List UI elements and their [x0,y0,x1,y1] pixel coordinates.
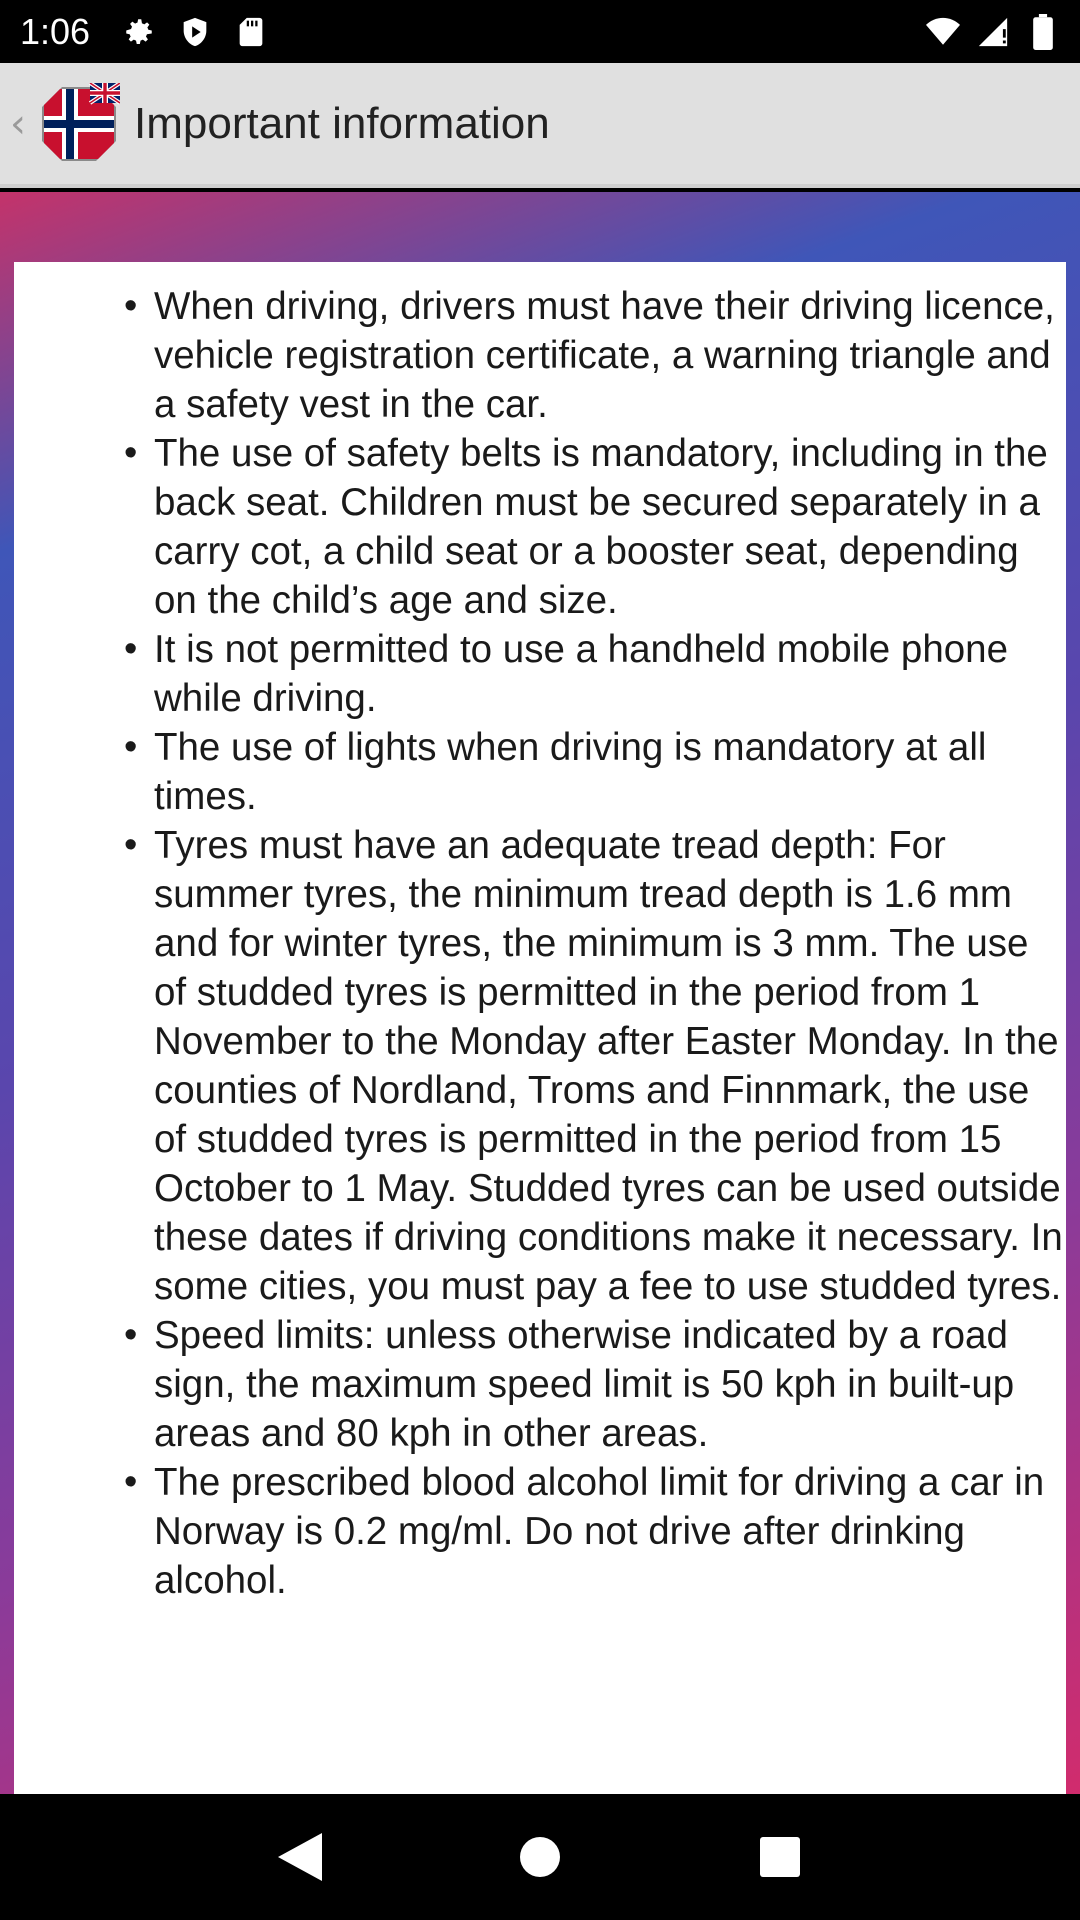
list-item [124,625,1066,723]
list-item-text: When driving, drivers must have their driving licence, vehicle registration certificate, a warning triangle and a safety vest in the car. [154,285,1055,426]
gear-icon [122,15,156,49]
status-time: 1:06 [20,10,91,52]
app-bar [0,63,1080,188]
status-icons-right [926,15,1060,49]
bullet-icon: • [124,1314,138,1356]
list-item [124,429,1066,625]
list-item-text: The use of safety belts is mandatory, including in the back seat. Children must be secured separately in a carry cot, a child seat or a booster seat, depending on the child’s age and size. [154,432,1048,622]
bullet-icon: • [124,285,138,327]
battery-icon [1026,15,1060,49]
list-item [124,282,1066,429]
status-bar [0,0,1080,63]
list-item-text: Speed limits: unless otherwise indicated by a road sign, the maximum speed limit is 50 kph in built-up areas and 80 kph in other areas. [154,1314,1015,1455]
page-title: Important information [134,98,550,148]
recents-square-icon[interactable] [750,1827,810,1887]
bullet-icon: • [124,726,138,768]
list-item [124,1311,1066,1458]
list-item [124,1458,1066,1605]
list-item-text: The use of lights when driving is mandatory at all times. [154,726,987,818]
list-item-text: It is not permitted to use a handheld mobile phone while driving. [154,628,1008,720]
info-card [14,262,1066,1794]
bullet-icon: • [124,432,138,474]
norway-flag-logo[interactable] [38,83,120,165]
back-triangle-icon[interactable] [270,1827,330,1887]
bullet-icon: • [124,628,138,670]
list-item [124,723,1066,821]
bullet-icon: • [124,1461,138,1503]
navigation-bar [0,1794,1080,1920]
wifi-icon [926,15,960,49]
status-icons-left [122,15,268,49]
list-item [124,821,1066,1311]
signal-icon [976,15,1010,49]
bullet-icon: • [124,824,138,866]
info-list [124,282,1066,1605]
list-item-text: The prescribed blood alcohol limit for driving a car in Norway is 0.2 mg/ml. Do not drive after drinking alcohol. [154,1461,1045,1602]
chevron-left-icon[interactable]: ‹ [10,100,26,147]
list-item-text: Tyres must have an adequate tread depth: For summer tyres, the minimum tread depth is 1.6 mm and for winter tyres, the minimum is 3 mm. The use of studded tyres is permitted in the period from 1 November to the Monday after Easter Monday. In the counties of Nordland, Troms and Finnmark, the use of studded tyres is permitted in the period from 15 October to 1 May. Studded tyres can be used outside these dates if driving conditions make it necessary. In some cities, you must pay a fee to use studded tyres. [154,824,1063,1308]
sd-card-icon [234,15,268,49]
shield-play-icon [178,15,212,49]
home-circle-icon[interactable] [510,1827,570,1887]
